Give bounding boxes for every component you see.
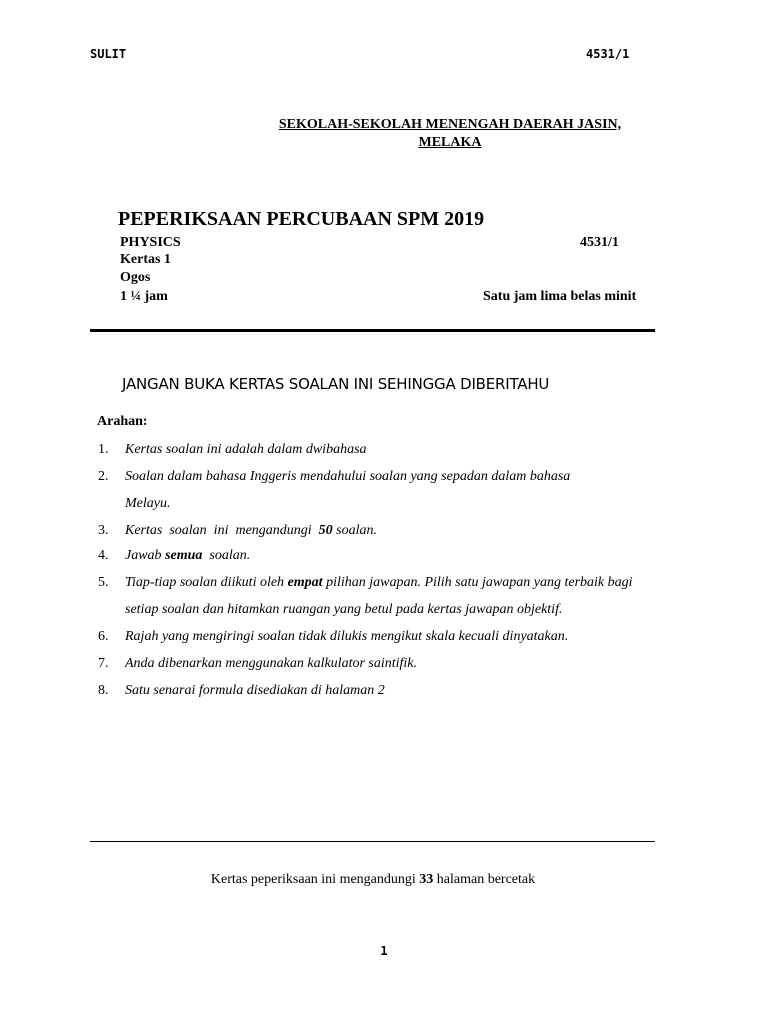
instruction-text: Rajah yang mengiringi soalan tidak dilukis mengikut skala kecuali dinyatakan. [125, 629, 569, 644]
bottom-divider [90, 841, 655, 842]
school-name-line1: SEKOLAH-SEKOLAH MENENGAH DAERAH JASIN, [278, 117, 622, 132]
instructions-title: Arahan: [97, 414, 148, 429]
school-name [250, 116, 650, 152]
school-name-line2: MELAKA [418, 135, 482, 150]
instruction-number: 6. [98, 629, 109, 644]
page-number: 1 [380, 944, 388, 958]
exam-subject: PHYSICS [120, 235, 181, 250]
exam-duration: 1 ¼ jam [120, 289, 168, 304]
instruction-text: Kertas soalan ini adalah dalam dwibahasa [125, 442, 367, 457]
instruction-number: 3. [98, 523, 109, 538]
exam-paper: Kertas 1 [120, 252, 171, 267]
exam-duration-words: Satu jam lima belas minit [483, 289, 637, 304]
exam-code: 4531/1 [580, 235, 619, 250]
instruction-text: Tiap-tiap soalan diikuti oleh empat pilihan jawapan. Pilih satu jawapan yang terbaik bagi setiap soalan dan hitamkan ruangan yang betul pada kertas jawapan objektif. [125, 575, 633, 617]
instruction-number: 2. [98, 469, 109, 484]
instruction-number: 7. [98, 656, 109, 671]
instruction-number: 8. [98, 683, 109, 698]
exam-title: PEPERIKSAAN PERCUBAAN SPM 2019 [118, 208, 485, 230]
exam-month: Ogos [120, 270, 151, 285]
instruction-number: 5. [98, 575, 109, 590]
header-left-label: SULIT [90, 47, 127, 61]
header-right-code: 4531/1 [586, 47, 630, 61]
top-divider [90, 329, 655, 332]
page-count-note: Kertas peperiksaan ini mengandungi 33 halaman bercetak [210, 872, 536, 887]
instruction-number: 4. [98, 548, 109, 563]
instruction-text: Kertas soalan ini mengandungi 50 soalan. [125, 523, 378, 538]
warning-notice: JANGAN BUKA KERTAS SOALAN INI SEHINGGA DIBERITAHU [122, 375, 550, 393]
instruction-text: Soalan dalam bahasa Inggeris mendahului soalan yang sepadan dalam bahasa Melayu. [125, 469, 571, 511]
instruction-number: 1. [98, 442, 109, 457]
instruction-text: Satu senarai formula disediakan di halaman 2 [125, 683, 385, 698]
instruction-text: Jawab semua soalan. [125, 548, 251, 563]
instruction-text: Anda dibenarkan menggunakan kalkulator saintifik. [125, 656, 418, 671]
